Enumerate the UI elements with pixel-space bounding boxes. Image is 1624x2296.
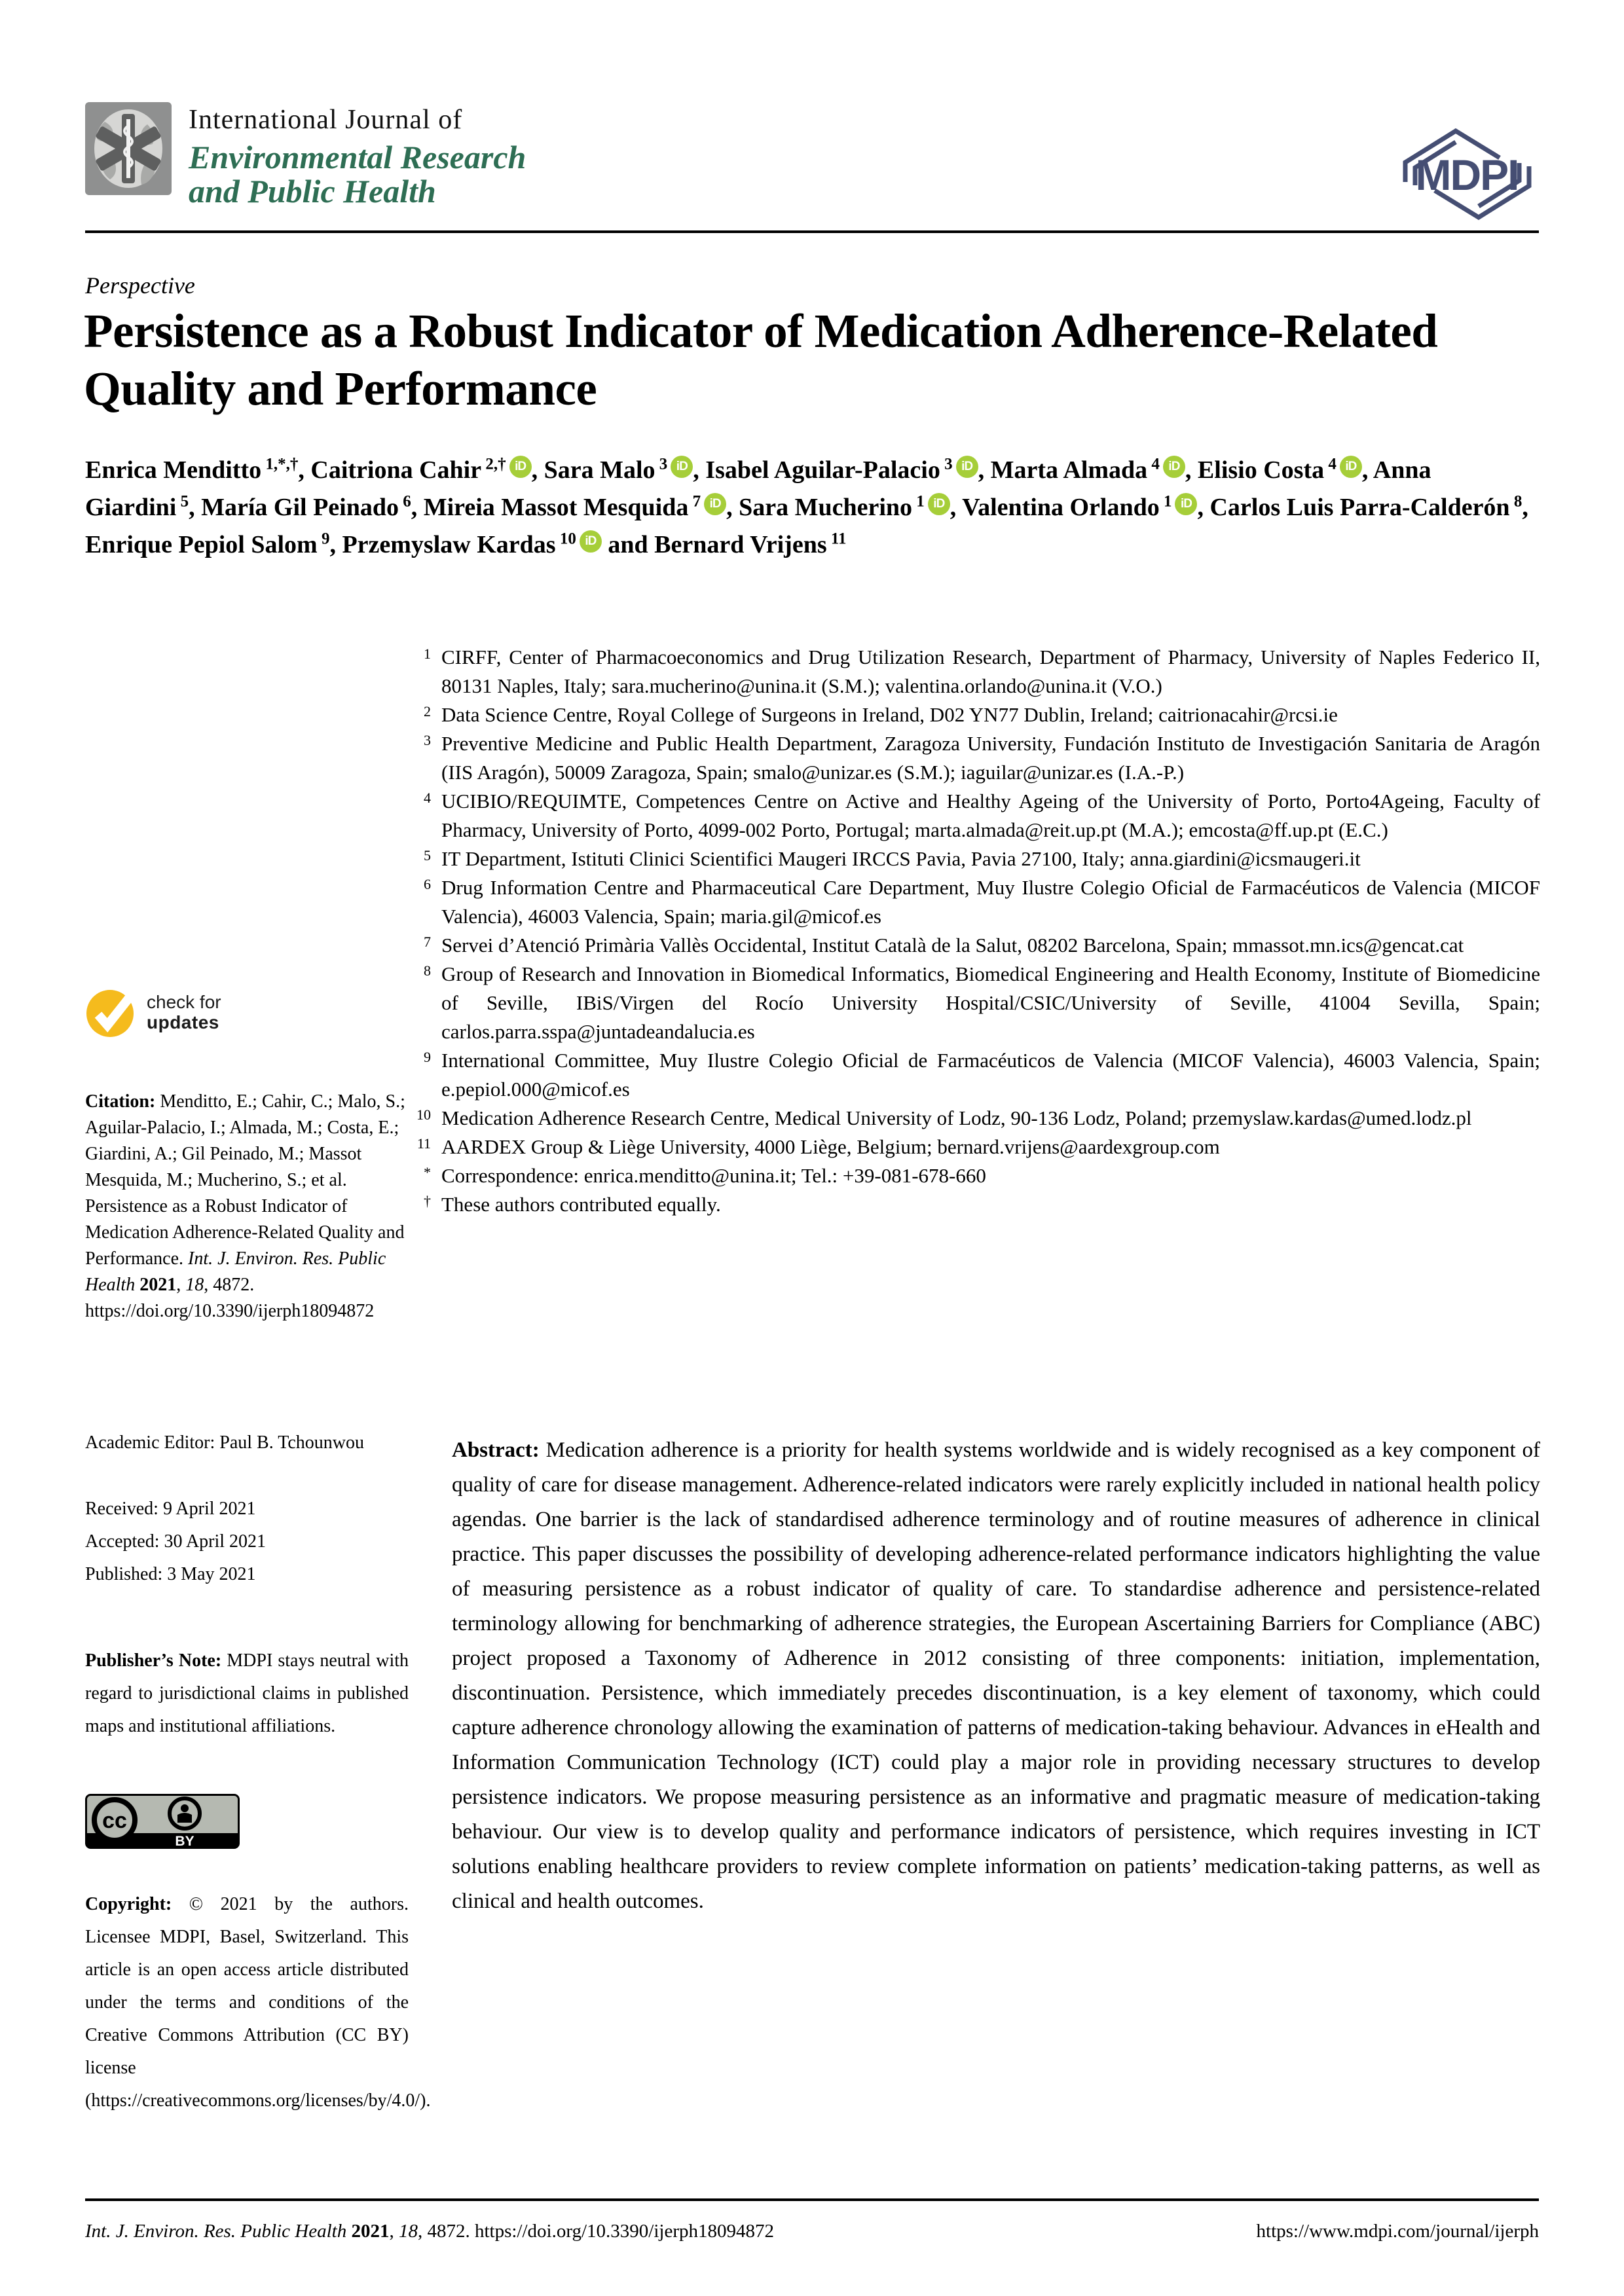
- author-affiliation-sup: 3: [655, 455, 668, 473]
- cc-icon: cc: [102, 1808, 127, 1833]
- affiliation-number: 11: [416, 1135, 431, 1152]
- affiliation-number: 2: [424, 703, 431, 720]
- orcid-icon[interactable]: iD: [580, 530, 602, 553]
- svg-text:MDPI: MDPI: [1415, 151, 1519, 199]
- author-affiliation-sup: 4: [1324, 455, 1337, 473]
- affiliation-row: [393, 960, 1540, 1046]
- author-affiliation-sup: 1: [1159, 492, 1172, 511]
- author-affiliation-sup: 5: [176, 492, 189, 511]
- affiliation-text: Servei d’Atenció Primària Vallès Occidental, Institut Català de la Salut, 08202 Barcelona, Spain; mmassot.mn.ics@gencat.cat: [441, 934, 1464, 957]
- orcid-icon[interactable]: iD: [1163, 456, 1185, 478]
- journal-name-line3: and Public Health: [189, 173, 436, 210]
- journal-logo: [85, 102, 172, 195]
- text-segment: Citation:: [85, 1091, 160, 1112]
- author-name: Sara Malo: [544, 456, 655, 484]
- text-segment: 2021: [139, 1275, 177, 1295]
- affiliation-row: [393, 1104, 1540, 1133]
- copyright-block: [85, 1888, 431, 2117]
- author-list: Enrica Menditto $^{1,*,\dagger}$, Caitriona Cahir $^{2,\dagger}$ iD , Sara Malo $^3$ iD , Isabel Aguilar-Palacio $^3$ iD , Marta Almada $^4$ iD , Elisio Costa $^4$ iD , Anna Giardini $^5$, María Gil Peinado $^6$, Mireia Massot Mesquida $^7$ iD , Sara Mucherino $^1$ iD , Valentina Orlando $^1$ iD , Carlos Luis Parra-Calderón $^8$, Enrique Pepiol Salom $^9$, Przemyslaw Kardas $^{10}$ iD and Bernard Vrijens $^{11}$: [85, 455, 1528, 558]
- text-segment: 18: [185, 1275, 204, 1295]
- author-affiliation-sup: 8: [1509, 492, 1522, 511]
- orcid-icon[interactable]: iD: [671, 456, 693, 478]
- affiliation-text: IT Department, Istituti Clinici Scientifici Maugeri IRCCS Pavia, Pavia 27100, Italy; anna.giardini@icsmaugeri.it: [441, 847, 1361, 870]
- affiliation-row: [393, 873, 1540, 931]
- affiliation-text: Correspondence: enrica.menditto@unina.it; Tel.: +39-081-678-660: [441, 1164, 986, 1187]
- abstract: [452, 1433, 1540, 1919]
- affiliation-text: CIRFF, Center of Pharmacoeconomics and Drug Utilization Research, Department of Pharmacy, University of Naples Federico II, 80131 Naples, Italy; sara.mucherino@unina.it (S.M.); valentina.orlando@unina.it (V.O.): [441, 646, 1540, 697]
- author-name: Valentina Orlando: [962, 494, 1160, 521]
- affiliation-text: International Committee, Muy Ilustre Colegio Oficial de Farmacéuticos de Valencia (MICOF Valencia), 46003 Valencia, Spain; e.pepiol.000@micof.es: [441, 1049, 1540, 1101]
- author-affiliation-sup: 9: [317, 530, 330, 548]
- text-segment: Abstract:: [452, 1438, 546, 1462]
- mdpi-logo[interactable]: [1393, 122, 1541, 227]
- journal-name-line1: International Journal of: [189, 105, 463, 135]
- affiliation-text: Drug Information Centre and Pharmaceutical Care Department, Muy Ilustre Colegio Oficial de Farmacéuticos de Valencia (MICOF Valencia), 46003 Valencia, Spain; maria.gil@micof.es: [441, 876, 1540, 928]
- affiliation-row: [393, 701, 1540, 729]
- academic-editor: Academic Editor: Paul B. Tchounwou: [85, 1432, 365, 1453]
- article-type-label: Perspective: [85, 272, 195, 299]
- affiliation-row: [393, 643, 1540, 701]
- affiliation-number: 3: [424, 732, 431, 748]
- accepted-date: Accepted: 30 April 2021: [85, 1531, 267, 1552]
- author-affiliation-sup: 6: [399, 492, 411, 511]
- affiliation-row: [393, 1046, 1540, 1104]
- author-name: Caitriona Cahir: [310, 456, 482, 484]
- footer-journal-url[interactable]: https://www.mdpi.com/journal/ijerph: [1256, 2221, 1539, 2242]
- page-footer: [85, 2221, 1539, 2242]
- text-segment: MDPI stays neutral with regard to jurisdictional claims in published maps and institutional affiliations.: [85, 1650, 409, 1736]
- author-name: María Gil Peinado: [201, 494, 399, 521]
- text-segment: Copyright:: [85, 1894, 189, 1914]
- author-affiliation-sup: 4: [1147, 455, 1160, 473]
- journal-name-line2: Environmental Research: [189, 139, 526, 175]
- affiliation-number: 6: [424, 876, 431, 892]
- check-for-updates-badge[interactable]: [85, 986, 409, 1038]
- check-for-updates-label: [147, 992, 221, 1032]
- text-segment: ,: [176, 1275, 186, 1295]
- affiliation-text: UCIBIO/REQUIMTE, Competences Centre on Active and Healthy Ageing of the University of Porto, Porto4Ageing, Faculty of Pharmacy, University of Porto, 4099-002 Porto, Portugal; marta.almada@reit.up.pt (M.A.); emcosta@ff.up.pt (E.C.): [441, 790, 1540, 841]
- affiliation-number: 1: [424, 646, 431, 662]
- header-rule: [85, 230, 1539, 232]
- check-for-updates-line2: updates: [147, 1012, 219, 1032]
- affiliation-number: 10: [416, 1106, 431, 1123]
- text-segment: ,: [389, 2221, 399, 2242]
- author-name: Enrique Pepiol Salom: [85, 531, 318, 558]
- text-segment: Int. J. Environ. Res. Public Health: [85, 2221, 352, 2242]
- check-for-updates-line1: check for: [147, 992, 221, 1012]
- text-segment: Menditto, E.; Cahir, C.; Malo, S.; Aguilar-Palacio, I.; Almada, M.; Costa, E.; Giardini, A.; Gil Peinado, M.; Massot Mesquida, M.; Mucherino, S.; et al. Persistence as a Robust Indicator of Medication Adherence-Related Quality and Performance.: [85, 1091, 405, 1269]
- author-affiliation-sup: 1: [912, 492, 925, 511]
- author-name: Marta Almada: [990, 456, 1148, 484]
- affiliation-text: AARDEX Group & Liège University, 4000 Liège, Belgium; bernard.vrijens@aardexgroup.com: [441, 1135, 1220, 1158]
- affiliation-number: 5: [424, 847, 431, 864]
- text-segment: , 4872. https://doi.org/10.3390/ijerph18094872: [417, 2221, 774, 2242]
- orcid-icon[interactable]: iD: [956, 456, 978, 478]
- author-affiliation-sup: 2,†: [481, 455, 506, 473]
- affiliation-number: *: [424, 1164, 431, 1180]
- affiliation-number: †: [424, 1193, 431, 1209]
- author-name: Elisio Costa: [1197, 456, 1325, 484]
- text-segment: Medication adherence is a priority for health systems worldwide and is widely recognised as a key component of quality of care for disease management. Adherence-related indicators were rarely explicitly included in national health policy agendas. One barrier is the lack of standardised adherence terminology and of routine measures of adherence in clinical practice. This paper discusses the possibility of developing adherence-related performance indicators highlighting the value of measuring persistence as a robust indicator of quality of care. To standardise adherence and persistence-related terminology allowing for benchmarking of adherence strategies, the European Ascertaining Barriers for Compliance (ABC) project proposed a Taxonomy of Adherence in 2012 consisting of three components: initiation, implementation, discontinuation. Persistence, which immediately precedes discontinuation, is a key element of taxonomy, which could capture adherence chronology allowing the examination of patterns of medication-taking behaviour. Advances in eHealth and Information Communication Technology (ICT) could play a major role in providing necessary structures to develop persistence indicators. We propose measuring persistence as an informative and pragmatic measure of medication-taking behaviour. Our view is to develop quality and performance indicators of persistence, which requires investing in ICT solutions enabling healthcare providers to review complete information on patients’ medication-taking patterns, as well as clinical and health outcomes.: [452, 1438, 1540, 1913]
- journal-name: [189, 102, 526, 208]
- affiliation-row: [393, 787, 1540, 845]
- orcid-icon[interactable]: iD: [509, 456, 532, 478]
- author-affiliation-sup: 3: [940, 455, 953, 473]
- text-segment: Int. J. Environ. Res. Public Health: [85, 1248, 386, 1295]
- author-affiliation-sup: 7: [688, 492, 701, 511]
- footer-citation[interactable]: [85, 2221, 774, 2242]
- affiliation-text: These authors contributed equally.: [441, 1193, 721, 1216]
- author-name: Bernard Vrijens: [654, 531, 827, 558]
- affiliation-text: Preventive Medicine and Public Health Department, Zaragoza University, Fundación Instituto de Investigación Sanitaria de Aragón (IIS Aragón), 50009 Zaragoza, Spain; smalo@unizar.es (S.M.); iaguilar@unizar.es (I.A.-P.): [441, 732, 1540, 784]
- author-name: Isabel Aguilar-Palacio: [705, 456, 940, 484]
- orcid-icon[interactable]: iD: [1175, 493, 1197, 515]
- author-affiliation-sup: 11: [826, 530, 847, 548]
- publisher-note: [85, 1645, 409, 1743]
- text-segment: © 2021 by the authors. Licensee MDPI, Basel, Switzerland. This article is an open access article distributed under the terms and conditions of the Creative Commons Attribution (CC BY) license (https://creativecommons.org/licenses/by/4.0/).: [85, 1894, 431, 2111]
- affiliation-number: 7: [424, 934, 431, 950]
- affiliation-number: 9: [424, 1049, 431, 1065]
- orcid-icon[interactable]: iD: [1340, 456, 1362, 478]
- text-segment: , 4872. https://doi.org/10.3390/ijerph18094872: [85, 1275, 375, 1321]
- orcid-icon[interactable]: iD: [704, 493, 726, 515]
- author-affiliation-sup: 10: [555, 530, 576, 548]
- text-segment: 18: [398, 2221, 418, 2242]
- article-title: Persistence as a Robust Indicator of Medication Adherence-Related Quality and Performance: [84, 304, 1438, 415]
- orcid-icon[interactable]: iD: [928, 493, 950, 515]
- author-affiliation-sup: 1,*,†: [261, 455, 299, 473]
- affiliation-row: [393, 845, 1540, 873]
- affiliation-row: [393, 931, 1540, 960]
- published-date: Published: 3 May 2021: [85, 1564, 256, 1584]
- affiliation-row: [393, 1161, 1540, 1190]
- author-name: Przemyslaw Kardas: [342, 531, 556, 558]
- author-name: Enrica Menditto: [85, 456, 262, 484]
- author-name: Carlos Luis Parra-Calderón: [1209, 494, 1510, 521]
- person-icon: [177, 1813, 192, 1823]
- crossmark-check-icon: [85, 986, 138, 1038]
- affiliation-number: 8: [424, 962, 431, 979]
- received-date: Received: 9 April 2021: [85, 1499, 256, 1519]
- author-name: Sara Mucherino: [739, 494, 913, 521]
- cc-by-license-badge[interactable]: [85, 1794, 409, 1857]
- footer-rule: [85, 2198, 1539, 2200]
- author-name: Mireia Massot Mesquida: [423, 494, 689, 521]
- affiliation-row: [393, 1133, 1540, 1161]
- author-name: Anna Giardini: [85, 456, 1431, 521]
- affiliation-row: [393, 729, 1540, 787]
- affiliation-text: Data Science Centre, Royal College of Surgeons in Ireland, D02 YN77 Dublin, Ireland; caitrionacahir@rcsi.ie: [441, 703, 1338, 726]
- journal-header: [85, 102, 526, 208]
- text-segment: 2021: [351, 2221, 390, 2242]
- affiliation-number: 4: [424, 790, 431, 806]
- citation-block: [85, 1089, 409, 1324]
- affiliation-list: [393, 643, 1540, 1219]
- text-segment: Publisher’s Note:: [85, 1650, 227, 1671]
- affiliation-row: [393, 1190, 1540, 1219]
- affiliation-text: Group of Research and Innovation in Biomedical Informatics, Biomedical Engineering and Health Economy, Institute of Biomedicine of Seville, IBiS/Virgen del Rocío University Hospital/CSIC/University of Seville, 41004 Sevilla, Spain; carlos.parra.sspa@juntadeandalucia.es: [441, 962, 1540, 1043]
- by-label: BY: [175, 1834, 194, 1849]
- article-dates: [85, 1493, 409, 1591]
- affiliation-text: Medication Adherence Research Centre, Medical University of Lodz, 90-136 Lodz, Poland; przemyslaw.kardas@umed.lodz.pl: [441, 1106, 1472, 1129]
